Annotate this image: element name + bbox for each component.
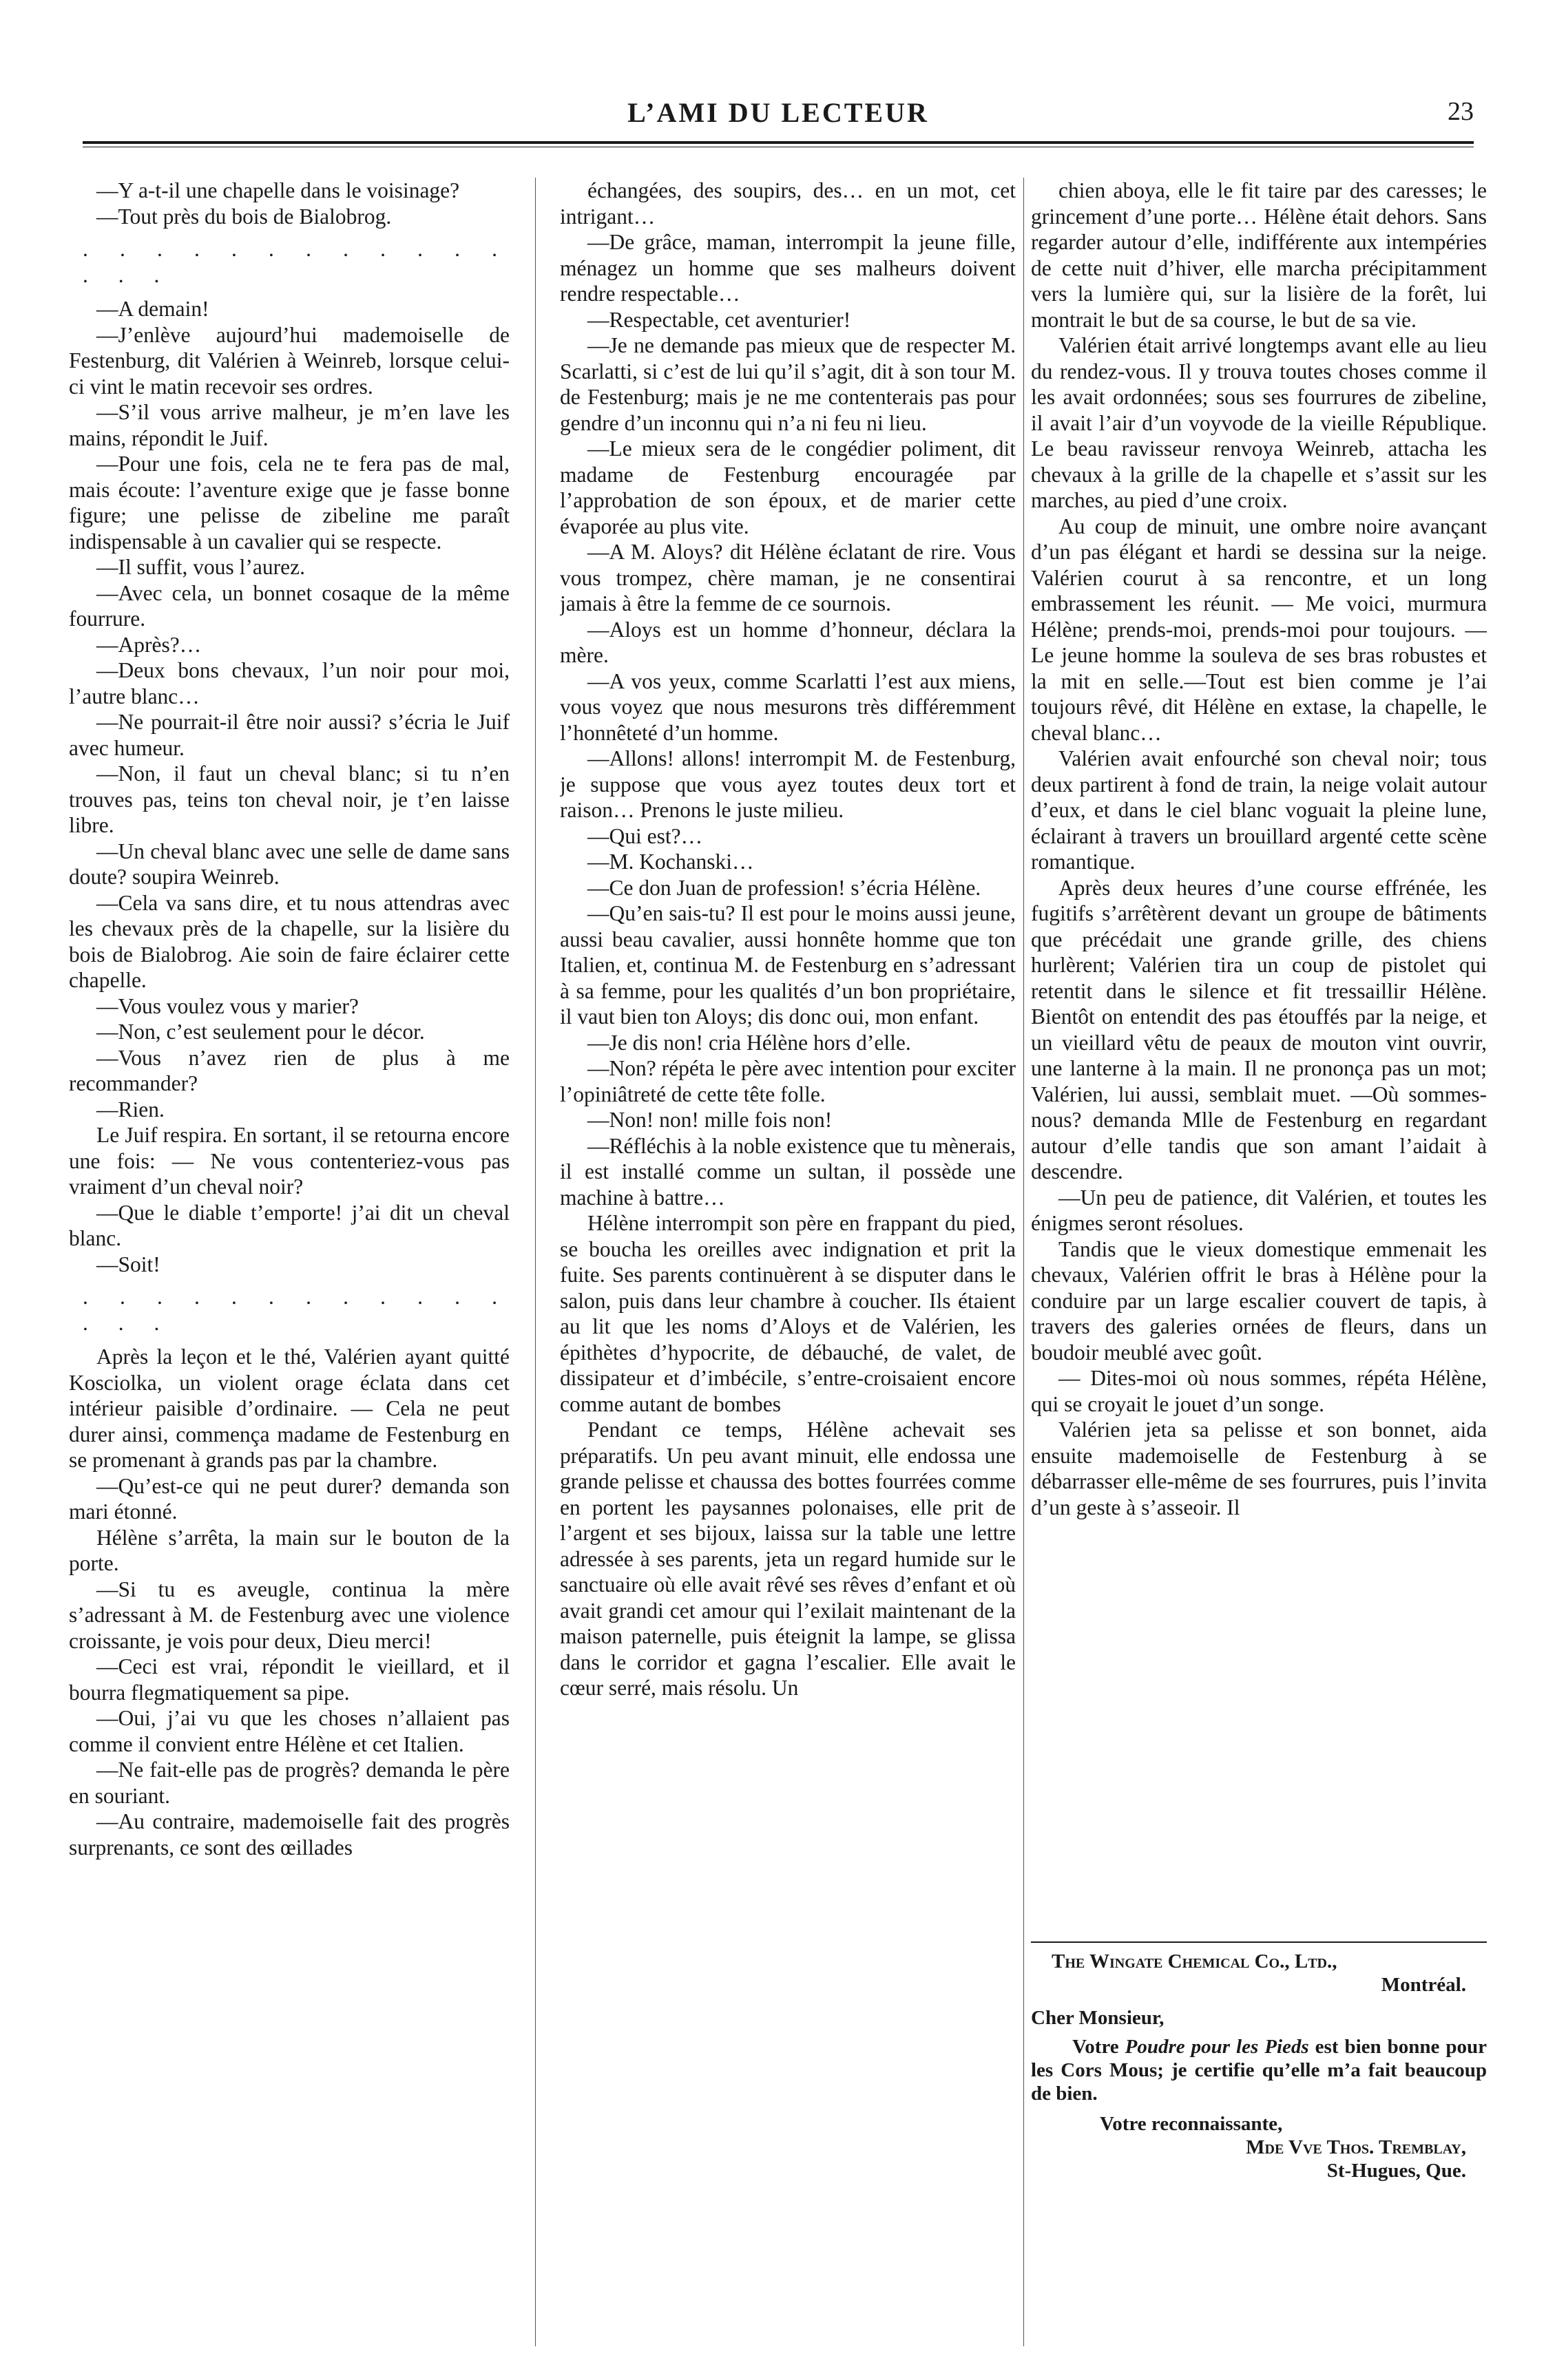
- paragraph: Valérien avait enfourché son cheval noir; tous deux partirent à fond de train, la neige volait autour d’eux, et dans le ciel blanc voguait la pleine lune, éclairant à travers un brouillard argenté cette scène romantique.: [1031, 746, 1487, 874]
- journal-title: L’AMI DU LECTEUR: [627, 97, 929, 128]
- paragraph: —J’enlève aujourd’hui mademoiselle de Festenburg, dit Valérien à Weinreb, lorsque celui-ci vint le matin recevoir ses ordres.: [69, 322, 510, 399]
- paragraph: Après la leçon et le thé, Valérien ayant quitté Kosciolka, un violent orage éclata dans cet intérieur paisible d’ordinaire. — Cela ne peut durer ainsi, commença madame de Festenburg en se promenant à grands pas par la chambre.: [69, 1345, 510, 1472]
- paragraph: —Vous voulez vous y marier?: [96, 993, 359, 1018]
- paragraph: —Non, il faut un cheval blanc; si tu n’en trouves pas, teins ton cheval noir, je t’en laisse libre.: [69, 761, 510, 837]
- paragraph: —Réfléchis à la noble existence que tu mènerais, il est installé comme un sultan, il possède une machine à battre…: [560, 1133, 1016, 1210]
- paragraph: Hélène interrompit son père en frappant du pied, se boucha les oreilles avec indignation et prit la fuite. Ses parents continuèrent à se disputer dans le salon, puis dans leur chambre à coucher. Ils étaient au lit que les noms d’Aloys et de Valérien, les épithètes d’hypocrite, de débauché, de valet, de dissipateur et d’imbécile, s’entre-croisaient encore comme autant de bombes: [560, 1211, 1016, 1416]
- paragraph: —Pour une fois, cela ne te fera pas de mal, mais écoute: l’aventure exige que je fasse bonne figure; une pelisse de zibeline me paraît indispensable à un cavalier qui se respecte.: [69, 452, 510, 554]
- section-break: . . . . . . . . . . . . . . .: [83, 237, 510, 287]
- advertisement-rule: [1031, 1941, 1487, 1943]
- paragraph: —Il suffit, vous l’aurez.: [96, 555, 305, 579]
- text-column-3: [1031, 178, 1487, 1589]
- paragraph: —Un peu de patience, dit Valérien, et toutes les énigmes seront résolues.: [1031, 1185, 1487, 1235]
- header-rule-thick: [83, 141, 1474, 144]
- paragraph: Le Juif respira. En sortant, il se retourna encore une fois: — Ne vous contenteriez-vous pas vraiment d’un cheval noir?: [69, 1123, 510, 1199]
- paragraph: —Non? répéta le père avec intention pour exciter l’opiniâtreté de cette tête folle.: [560, 1056, 1016, 1106]
- paragraph: —Je dis non! cria Hélène hors d’elle.: [587, 1030, 911, 1055]
- paragraph: —Oui, j’ai vu que les choses n’allaient pas comme il convient entre Hélène et cet Italien.: [69, 1706, 510, 1756]
- paragraph: —De grâce, maman, interrompit la jeune fille, ménagez un homme que ses malheurs doivent rendre respectable…: [560, 230, 1016, 306]
- paragraph: —Je ne demande pas mieux que de respecter M. Scarlatti, si c’est de lui qu’il s’agit, dit à son tour M. de Festenburg; mais je ne me contenterais pas pour gendre d’un inconnu qui n’a ni feu ni lieu.: [560, 333, 1016, 435]
- paragraph: —Au contraire, mademoiselle fait des progrès surprenants, ce sont des œillades: [69, 1809, 510, 1860]
- paragraph: Au coup de minuit, une ombre noire avançant d’un pas élégant et hardi se dessina sur la neige. Valérien courut à sa rencontre, et un long embrassement les réunit. — Me voici, murmura Hélène; prends-moi, prends-moi pour toujours. — Le jeune homme la souleva de ses bras robustes et la mit en selle.—Tout est bien comme je l’ai toujours rêvé, dit Hélène en extase, la chapelle, le cheval blanc…: [1031, 514, 1487, 745]
- paragraph: —Qui est?…: [587, 823, 703, 848]
- paragraph: —Allons! allons! interrompit M. de Festenburg, je suppose que vous ayez toutes deux tort et raison… Prenons le juste milieu.: [560, 746, 1016, 822]
- paragraph: Pendant ce temps, Hélène achevait ses préparatifs. Un peu avant minuit, elle endossa une grande pelisse et chaussa des bottes fourrées comme en portent les paysannes polonaises, elle prit de l’argent et ses bijoux, laissa sur la table une lettre adressée à ses parents, jeta un regard humide sur le sanctuaire où elle avait rêvé ses rêves d’enfant et où avait grandi cet amour qui l’exilait maintenant de la maison paternelle, puis éteignit la lampe, se glissa dans le corridor et gagna l’escalier. Elle avait le cœur serré, mais résolu. Un: [560, 1418, 1016, 1700]
- paragraph: chien aboya, elle le fit taire par des caresses; le grincement d’une porte… Hélène était dehors. Sans regarder autour d’elle, indifférente aux intempéries de cette nuit d’hiver, elle marcha précipitamment vers la lumière qui, sur la lisière de la forêt, lui montrait le but de sa course, le but de sa vie.: [1031, 178, 1487, 332]
- paragraph: —Qu’en sais-tu? Il est pour le moins aussi jeune, aussi beau cavalier, aussi honnête homme que ton Italien, et, continua M. de Festenburg en s’adressant à sa femme, pour les qualités d’un bon propriétaire, il vaut bien ton Aloys; dis donc oui, mon enfant.: [560, 901, 1016, 1029]
- letter-place: St-Hugues, Que.: [1326, 2160, 1466, 2182]
- paragraph: —Aloys est un homme d’honneur, déclara la mère.: [560, 617, 1016, 667]
- paragraph: —Ne fait-elle pas de progrès? demanda le père en souriant.: [69, 1758, 510, 1808]
- paragraph: —Un cheval blanc avec une selle de dame sans doute? soupira Weinreb.: [69, 839, 510, 889]
- advertiser-name: The Wingate Chemical Co., Ltd.,: [1052, 1950, 1337, 1972]
- testimonial-advertisement: [1031, 1950, 1487, 2377]
- letter-body-end: est bien bonne pour les Cors Mous; je certifie qu’elle m’a fait beaucoup de bien.: [1031, 2036, 1487, 2105]
- paragraph: — Dites-moi où nous sommes, répéta Hélène, qui se croyait le jouet d’un songe.: [1031, 1366, 1487, 1416]
- section-break: . . . . . . . . . . . . . . .: [83, 1285, 510, 1335]
- paragraph: —Non! non! mille fois non!: [587, 1108, 833, 1132]
- paragraph: —Y a-t-il une chapelle dans le voisinage?: [96, 178, 460, 202]
- paragraph: —Qu’est-ce qui ne peut durer? demanda son mari étonné.: [69, 1473, 510, 1524]
- paragraph: —S’il vous arrive malheur, je m’en lave les mains, répondit le Juif.: [69, 400, 510, 450]
- paragraph: —Avec cela, un bonnet cosaque de la même fourrure.: [69, 580, 510, 631]
- letter-greeting: Cher Monsieur,: [1031, 2007, 1165, 2029]
- paragraph: Tandis que le vieux domestique emmenait les chevaux, Valérien offrit le bras à Hélène pour la conduire par un large escalier couvert de tapis, à travers des galeries ornées de fleurs, dans un boudoir meublé avec goût.: [1031, 1236, 1487, 1365]
- paragraph: —Non, c’est seulement pour le décor.: [96, 1020, 425, 1044]
- paragraph: —Que le diable t’emporte! j’ai dit un cheval blanc.: [69, 1200, 510, 1250]
- paragraph: Après deux heures d’une course effrénée, les fugitifs s’arrêtèrent devant un groupe de bâtiments que précédait une grande grille, des chiens hurlèrent; Valérien tira un coup de pistolet qui retentit dans le silence et fit tressaillir Hélène. Bientôt on entendit des pas étouffés par la neige, et un vieillard vêtu de peaux de mouton vint ouvrir, une lanterne à la main. Il ne prononça pas un mot; Valérien, lui aussi, semblait muet. —Où sommes-nous? demanda Mlle de Festenburg en regardant autour d’elle tandis que son amant l’aidait à descendre.: [1031, 875, 1487, 1183]
- product-name: Poudre pour les Pieds: [1125, 2036, 1309, 2058]
- paragraph: —Le mieux sera de le congédier poliment, dit madame de Festenburg encouragée par l’approbation de son époux, et de marier cette évaporée au plus vite.: [560, 436, 1016, 538]
- paragraph: —M. Kochanski…: [587, 850, 754, 874]
- paragraph: —Ceci est vrai, répondit le vieillard, et il bourra flegmatiquement sa pipe.: [69, 1654, 510, 1705]
- column-rule: [535, 178, 536, 2346]
- paragraph: Valérien jeta sa pelisse et son bonnet, aida ensuite mademoiselle de Festenburg à se débarrasser elle-même de ses fourrures, puis l’invita d’un geste à s’asseoir. Il: [1031, 1418, 1487, 1519]
- text-column-2: [560, 178, 1016, 2367]
- paragraph: Valérien était arrivé longtemps avant elle au lieu du rendez-vous. Il y trouva toutes choses comme il les avait ordonnées; sous ses fourrures de zibeline, il avait l’air d’un voyvode de la vieille République. Le beau ravisseur renvoya Weinreb, attacha les chevaux à la grille de la chapelle et s’assit sur les marches, au pied d’une croix.: [1031, 333, 1487, 512]
- paragraph: —Deux bons chevaux, l’un noir pour moi, l’autre blanc…: [69, 658, 510, 708]
- column-rule: [1023, 178, 1024, 2346]
- paragraph: Hélène s’arrêta, la main sur le bouton de la porte.: [69, 1525, 510, 1575]
- page-number: 23: [1448, 97, 1474, 126]
- paragraph: —A M. Aloys? dit Hélène éclatant de rire. Vous vous trompez, chère maman, je ne consentirai jamais à être la femme de ce sournois.: [560, 540, 1016, 615]
- letter-body-start: Votre: [1072, 2036, 1125, 2058]
- paragraph: —Soit!: [96, 1252, 160, 1276]
- paragraph: —A demain!: [96, 297, 209, 321]
- paragraph: —Ce don Juan de profession! s’écria Hélène.: [587, 875, 981, 900]
- paragraph: —Respectable, cet aventurier!: [587, 307, 851, 332]
- page-header: [83, 96, 1474, 138]
- paragraph: —Tout près du bois de Bialobrog.: [96, 204, 392, 229]
- paragraph: —Ne pourrait-il être noir aussi? s’écria le Juif avec humeur.: [69, 710, 510, 760]
- advertiser-city: Montréal.: [1381, 1974, 1466, 1996]
- paragraph: échangées, des soupirs, des… en un mot, cet intrigant…: [560, 178, 1016, 229]
- paragraph: —Si tu es aveugle, continua la mère s’adressant à M. de Festenburg avec une violence croissante, je vois pour deux, Dieu merci!: [69, 1577, 510, 1653]
- text-column-1: [69, 178, 510, 2367]
- letter-closing: Votre reconnaissante,: [1100, 2113, 1283, 2135]
- paragraph: —A vos yeux, comme Scarlatti l’est aux miens, vous voyez que nous mesurons très différemment l’honnêteté d’un homme.: [560, 668, 1016, 745]
- paragraph: —Cela va sans dire, et tu nous attendras avec les chevaux près de la chapelle, sur la lisière du bois de Bialobrog. Aie soin de faire éclairer cette chapelle.: [69, 890, 510, 992]
- letter-signature: Mde Vve Thos. Tremblay,: [1246, 2136, 1466, 2158]
- letter-body: [1031, 2035, 1487, 2105]
- paragraph: —Rien.: [96, 1097, 165, 1121]
- paragraph: —Après?…: [96, 632, 202, 657]
- paragraph: —Vous n’avez rien de plus à me recommander?: [69, 1045, 510, 1095]
